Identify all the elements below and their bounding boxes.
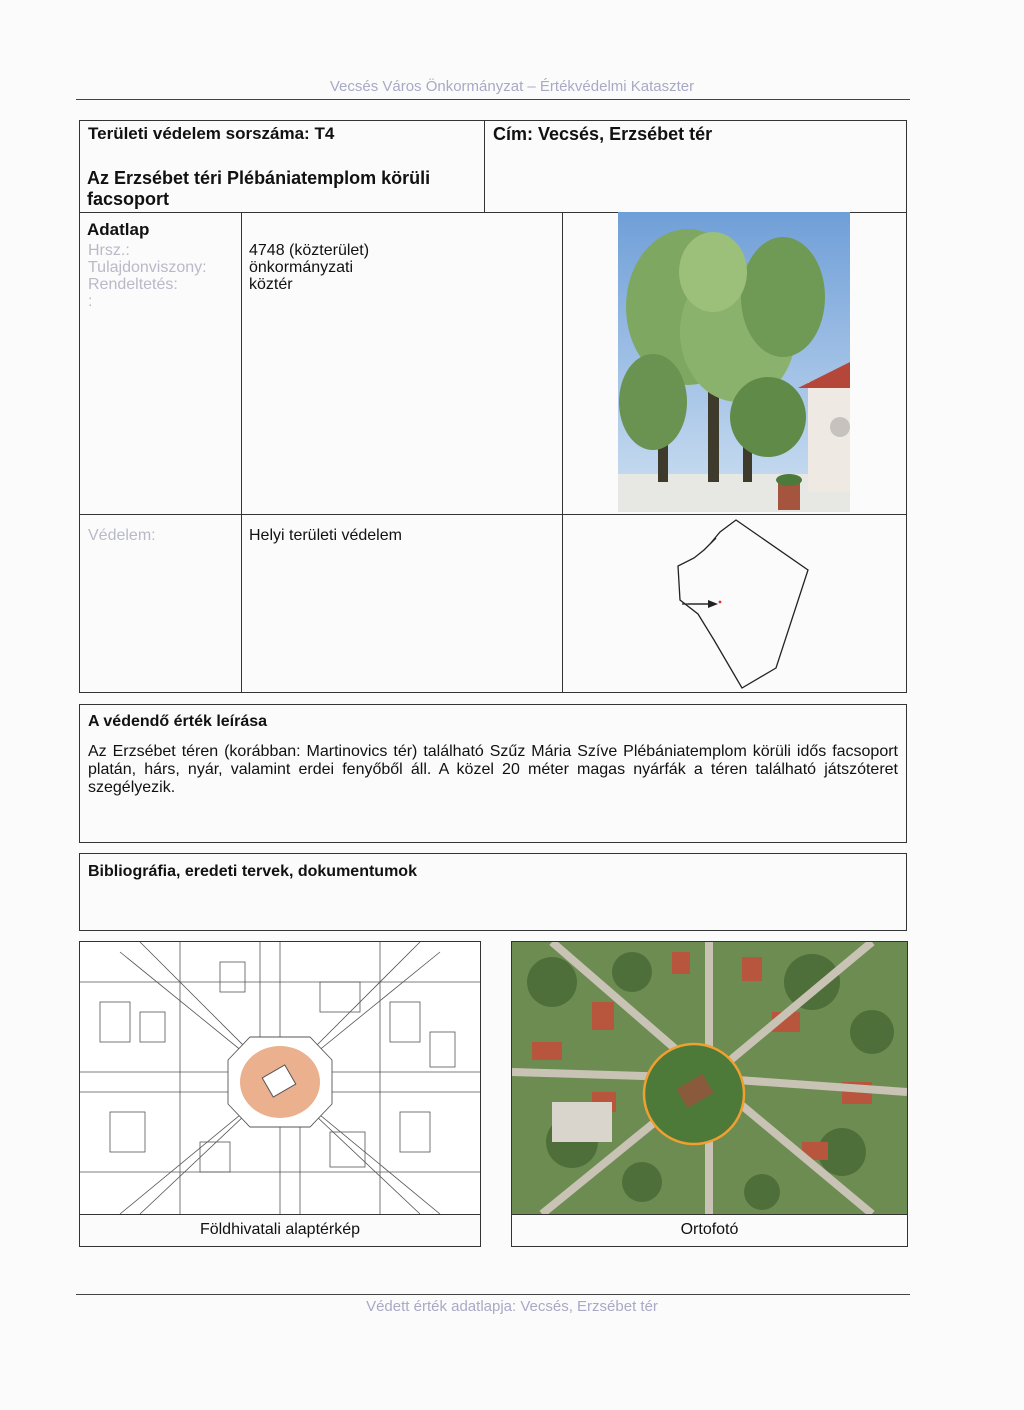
field-value-rendeltetes: köztér [249, 276, 293, 293]
protection-value: Helyi területi védelem [249, 527, 402, 544]
header-rule [76, 99, 910, 100]
cadastral-caption-divider [79, 1214, 481, 1215]
field-label-tulajdon: Tulajdonviszony: [88, 259, 207, 276]
description-text: Az Erzsébet téren (korábban: Martinovics tér) található Szűz Mária Szíve Plébániatemplom körüli idős facsoport platán, hárs, nyár, valamint erdei fenyőből áll. A közel 20 méter magas nyárfák a téren található játszóteret szegélyezik. [88, 743, 898, 796]
ortho-caption: Ortofotó [680, 1221, 739, 1238]
datasheet-divider-2 [562, 212, 563, 693]
page-footer: Védett érték adatlapja: Vecsés, Erzsébet tér [366, 1298, 658, 1315]
protection-label: Védelem: [88, 527, 156, 544]
datasheet-row-divider [79, 514, 907, 515]
cadastral-map [80, 942, 480, 1214]
field-label-hrsz: Hrsz.: [88, 242, 130, 259]
field-value-tulajdon: önkormányzati [249, 259, 354, 276]
field-label-rendeltetes: Rendeltetés: [88, 276, 178, 293]
datasheet-divider-1 [241, 212, 242, 693]
tree-photo [618, 212, 850, 512]
datasheet-values [249, 242, 369, 293]
datasheet-heading: Adatlap [87, 220, 150, 239]
ortho-caption-divider [511, 1214, 908, 1215]
field-value-hrsz: 4748 (közterület) [249, 242, 370, 259]
footer-rule [76, 1294, 910, 1295]
location-map [660, 518, 810, 690]
field-label-extra: : [88, 293, 93, 310]
record-title: Az Erzsébet téri Plébániatemplom körüli facsoport [87, 168, 431, 209]
datasheet-labels [88, 242, 207, 310]
bibliography-heading: Bibliográfia, eredeti tervek, dokumentumok [88, 863, 417, 880]
record-address: Cím: Vecsés, Erzsébet tér [493, 124, 713, 144]
record-header-divider [484, 120, 485, 213]
description-heading: A védendő érték leírása [88, 713, 268, 730]
ortho-photo [512, 942, 907, 1214]
record-id: Területi védelem sorszáma: T4 [88, 124, 335, 143]
cadastral-caption: Földhivatali alaptérkép [199, 1221, 361, 1238]
page-header: Vecsés Város Önkormányzat – Értékvédelmi Kataszter [329, 78, 695, 95]
